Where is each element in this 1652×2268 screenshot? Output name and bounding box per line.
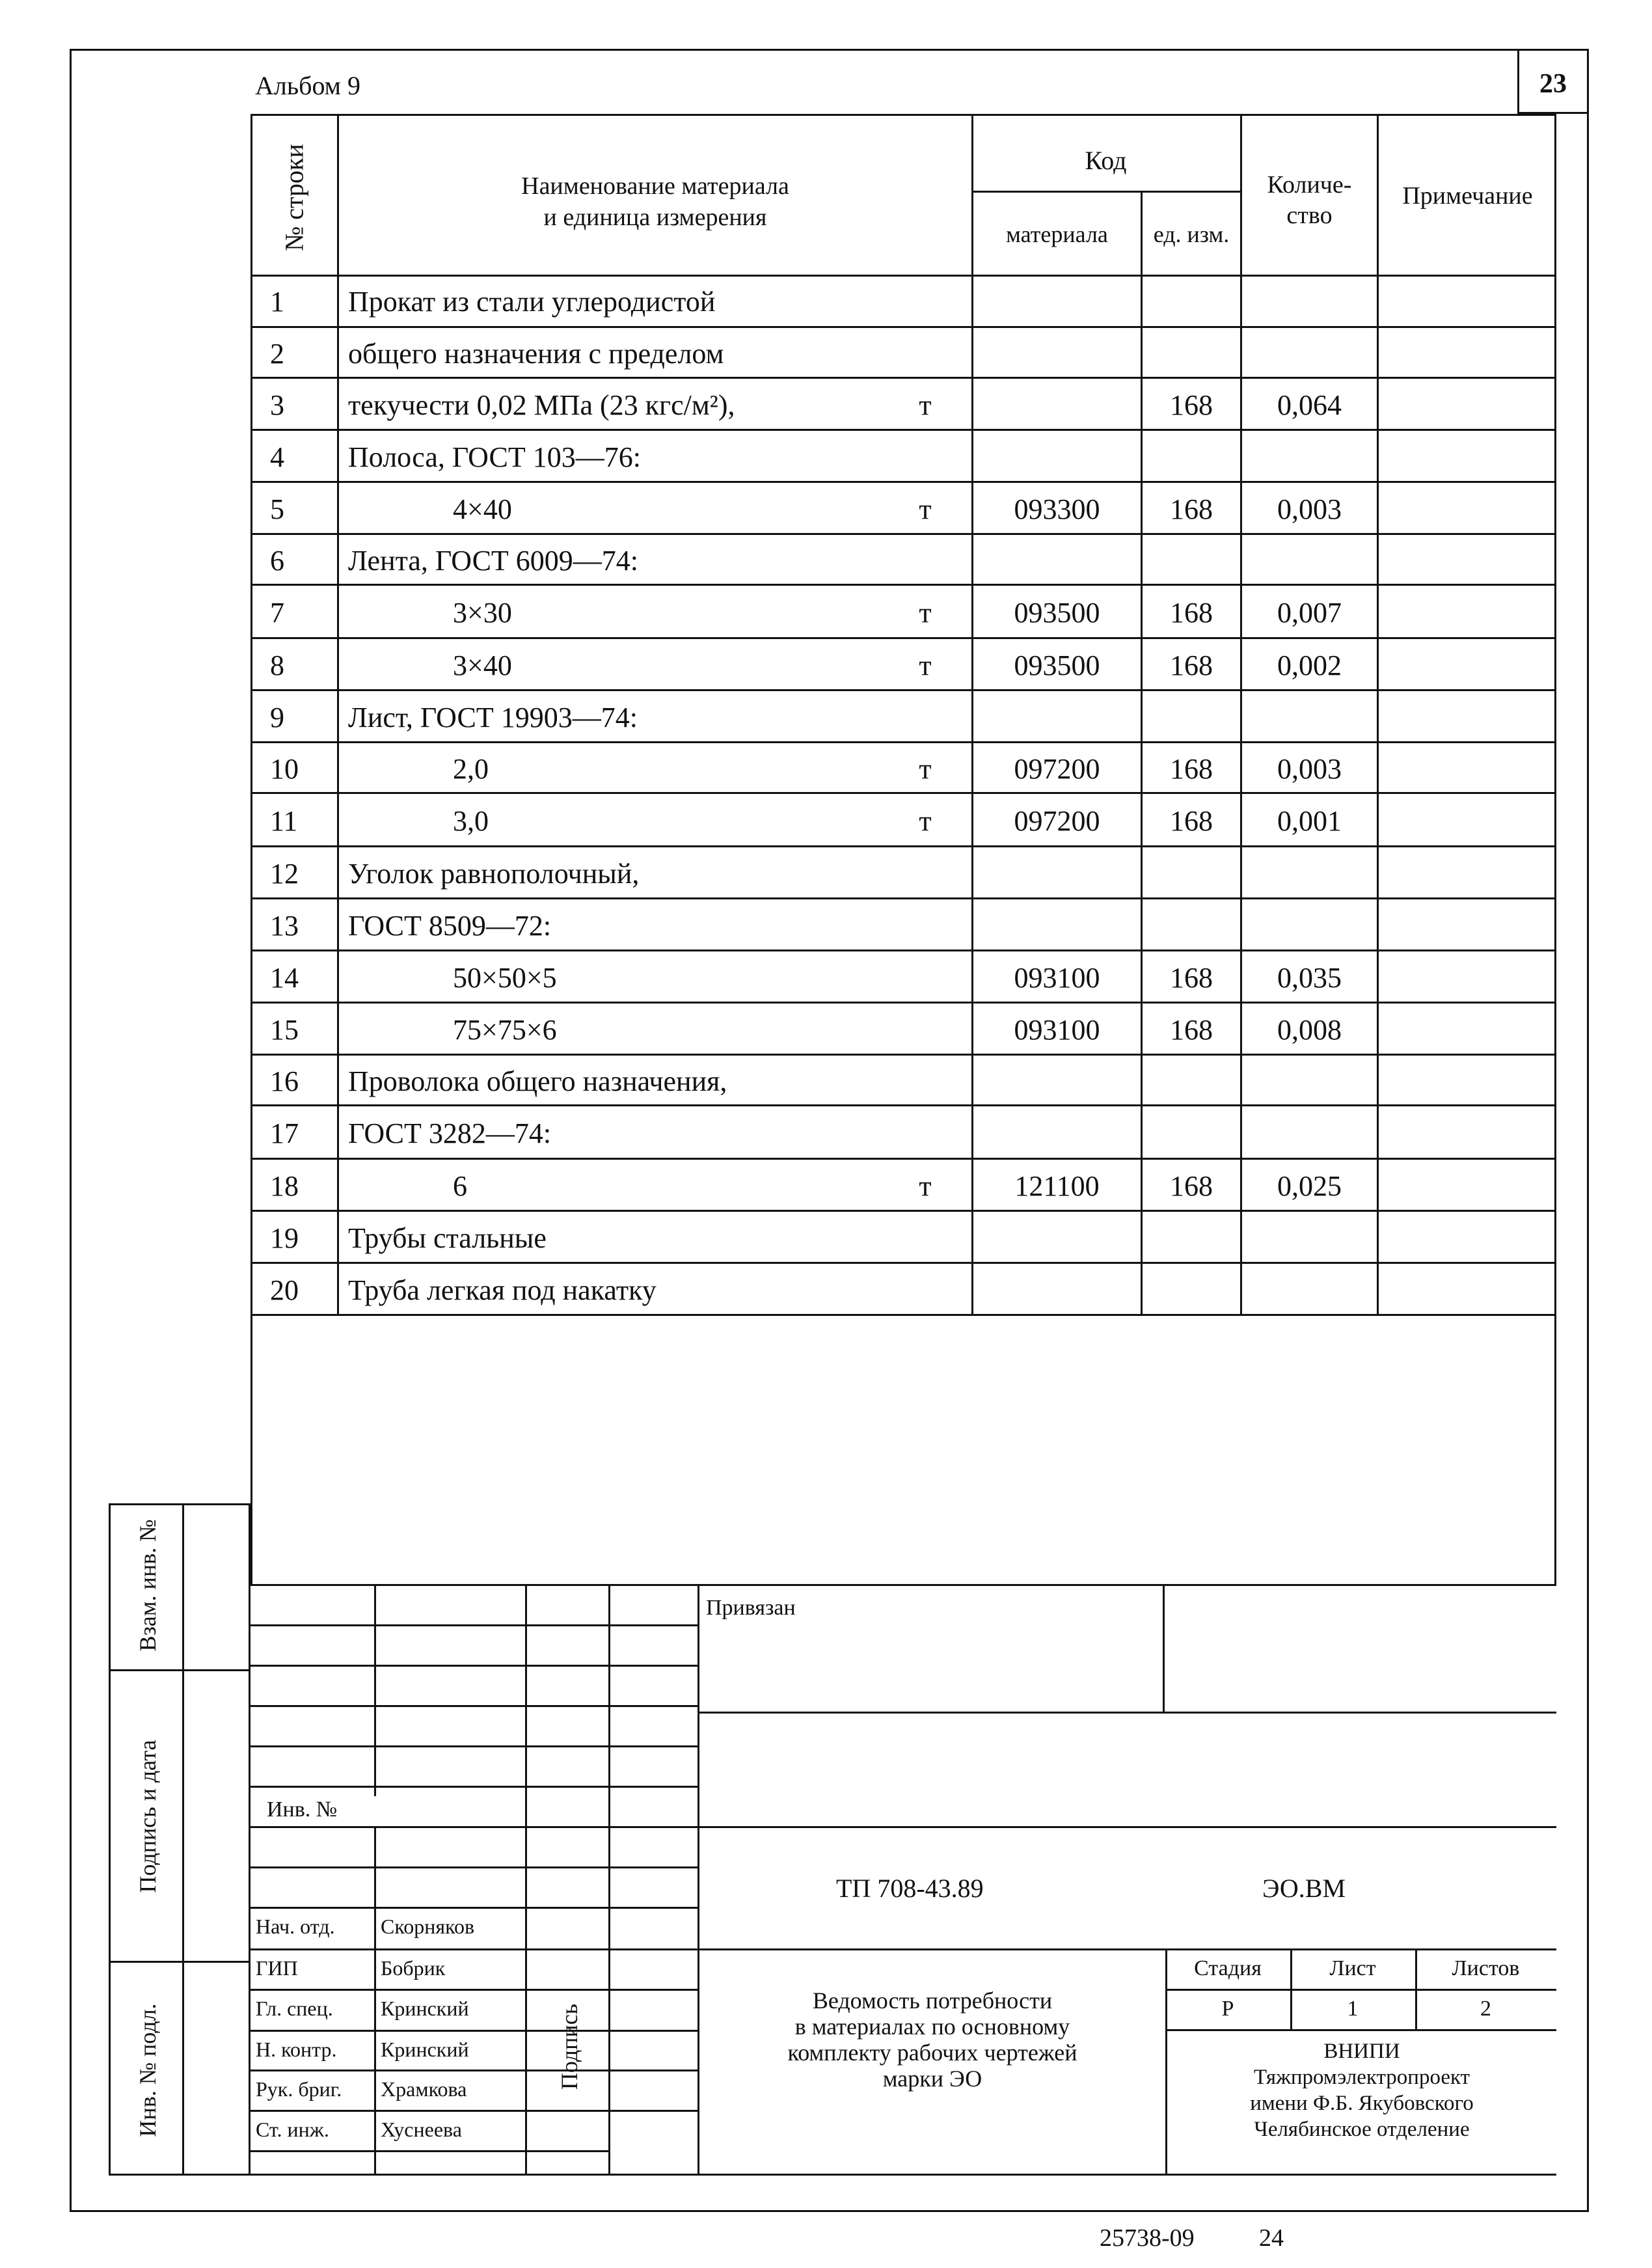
material-code	[971, 379, 1143, 431]
quantity: 0,003	[1277, 752, 1342, 785]
table-header	[251, 114, 1556, 277]
unit	[879, 1212, 971, 1264]
header-code-unit: ед. изм.	[1153, 221, 1230, 247]
material-name: общего назначения с пределом	[348, 337, 724, 370]
unit	[879, 691, 971, 743]
row-number: 19	[270, 1222, 299, 1254]
material-code: 093500	[1014, 596, 1100, 629]
unit-code: 168	[1170, 389, 1213, 421]
note	[1379, 847, 1556, 899]
title-line: комплекту рабочих чертежей	[787, 2040, 1077, 2066]
header-code: Код	[1085, 146, 1127, 175]
row-number: 17	[270, 1117, 299, 1149]
row-number: 9	[270, 701, 284, 733]
person-name: Храмкова	[381, 2077, 467, 2101]
row-number: 14	[270, 961, 299, 994]
unit-code	[1143, 1264, 1240, 1316]
quantity: 0,007	[1277, 596, 1342, 629]
table-row	[251, 951, 1556, 1004]
quantity	[1242, 275, 1377, 328]
table-row	[251, 1212, 1556, 1264]
quantity	[1242, 1212, 1377, 1264]
album-label: Альбом 9	[255, 71, 360, 100]
note	[1379, 743, 1556, 794]
row-number: 6	[270, 544, 284, 577]
row-number: 11	[270, 804, 298, 837]
table-row	[251, 1004, 1556, 1056]
person-name: Кринский	[381, 1997, 469, 2020]
page-number: 23	[1539, 69, 1567, 99]
quantity	[1242, 1264, 1377, 1316]
material-name: ГОСТ 8509—72:	[348, 909, 552, 942]
row-number: 18	[270, 1169, 299, 1202]
unit-code	[1143, 691, 1240, 743]
side-inv-podl: Инв. № подл.	[135, 2003, 161, 2137]
table-row	[251, 586, 1556, 639]
row-number: 3	[270, 389, 284, 421]
unit	[879, 1264, 971, 1316]
material-name: 4×40	[453, 493, 512, 525]
org-line: Тяжпромэлектропроект	[1253, 2066, 1470, 2089]
row-number: 1	[270, 285, 284, 318]
table-row	[251, 483, 1556, 535]
side-stamp	[109, 1503, 251, 2176]
unit-code	[1143, 275, 1240, 328]
unit	[879, 275, 971, 328]
row-number: 20	[270, 1274, 299, 1306]
unit-code: 168	[1170, 1013, 1213, 1046]
row-number: 10	[270, 752, 299, 785]
unit	[879, 431, 971, 483]
stage-label: Стадия	[1194, 1956, 1262, 1980]
note	[1379, 379, 1556, 431]
quantity	[1242, 691, 1377, 743]
note	[1379, 431, 1556, 483]
person-name: Скорняков	[381, 1915, 475, 1938]
doc-code: ТП 708-43.89	[836, 1874, 984, 1903]
person-role: Гл. спец.	[256, 1997, 333, 2020]
note	[1379, 586, 1556, 639]
quantity: 0,003	[1277, 493, 1342, 525]
table-row	[251, 1160, 1556, 1212]
material-name: 3×30	[453, 596, 512, 629]
person-role: ГИП	[256, 1956, 298, 1980]
header-row-number: № строки	[279, 144, 309, 251]
table-row	[251, 691, 1556, 743]
material-code	[971, 275, 1143, 328]
org-line: имени Ф.Б. Якубовского	[1250, 2092, 1474, 2115]
quantity	[1242, 431, 1377, 483]
material-name: Лента, ГОСТ 6009—74:	[348, 544, 639, 577]
stage-value: Р	[1221, 1997, 1234, 2021]
unit-code	[1143, 535, 1240, 586]
person-role: Нач. отд.	[256, 1915, 335, 1938]
material-code: 093300	[1014, 493, 1100, 525]
table-row	[251, 328, 1556, 379]
material-code	[971, 1056, 1143, 1106]
title-line: Ведомость потребности	[812, 1988, 1053, 2014]
material-name: текучести 0,02 МПа (23 кгс/м²),	[348, 389, 735, 421]
material-name: 3×40	[453, 649, 512, 681]
header-name-line1: Наименование материала	[521, 172, 789, 200]
table-row	[251, 639, 1556, 691]
row-number: 12	[270, 857, 299, 890]
quantity: 0,002	[1277, 649, 1342, 681]
unit-code	[1143, 1056, 1240, 1106]
header-name-line2: и единица измерения	[543, 204, 767, 231]
doc-mark: ЭО.ВМ	[1262, 1874, 1346, 1903]
table-body	[251, 275, 1556, 1316]
material-name: 75×75×6	[453, 1013, 557, 1046]
note	[1379, 1056, 1556, 1106]
material-code	[971, 899, 1143, 951]
material-code	[971, 1264, 1143, 1316]
unit	[879, 951, 971, 1004]
unit-code	[1143, 1106, 1240, 1160]
row-number: 5	[270, 493, 284, 525]
material-name: Уголок равнополочный,	[348, 857, 640, 890]
unit: т	[919, 493, 932, 525]
material-code	[971, 535, 1143, 586]
table-row	[251, 275, 1556, 328]
unit-code: 168	[1170, 596, 1213, 629]
unit	[879, 535, 971, 586]
quantity	[1242, 328, 1377, 379]
unit: т	[919, 752, 932, 785]
material-code: 121100	[1014, 1169, 1100, 1202]
quantity	[1242, 1106, 1377, 1160]
table-row	[251, 535, 1556, 586]
org-line: Челябинское отделение	[1254, 2118, 1470, 2141]
table-row	[251, 743, 1556, 794]
note	[1379, 483, 1556, 535]
note	[1379, 1212, 1556, 1264]
table-row	[251, 1106, 1556, 1160]
side-podpis-data: Подпись и дата	[135, 1740, 161, 1893]
podpis-label: Подпись	[556, 2003, 582, 2090]
quantity	[1242, 535, 1377, 586]
material-name: Проволока общего назначения,	[348, 1065, 727, 1097]
row-number: 7	[270, 596, 284, 629]
unit: т	[919, 1169, 932, 1202]
sheet-label: Лист	[1329, 1956, 1376, 1980]
header-qty-line2: ство	[1286, 202, 1333, 229]
material-code: 093500	[1014, 649, 1100, 681]
sheets-value: 2	[1480, 1997, 1491, 2021]
unit-code	[1143, 847, 1240, 899]
header-code-material: материала	[1006, 221, 1108, 247]
material-code	[971, 431, 1143, 483]
unit	[879, 847, 971, 899]
org-line: ВНИПИ	[1323, 2040, 1400, 2063]
material-name: 3,0	[453, 804, 489, 837]
note	[1379, 1264, 1556, 1316]
note	[1379, 275, 1556, 328]
material-code: 097200	[1014, 804, 1100, 837]
quantity: 0,025	[1277, 1169, 1342, 1202]
quantity	[1242, 1056, 1377, 1106]
title-block	[251, 1584, 1556, 2176]
unit: т	[919, 389, 932, 421]
material-name: 2,0	[453, 752, 489, 785]
note	[1379, 691, 1556, 743]
privyazan-label: Привязан	[706, 1596, 796, 1620]
material-name: Полоса, ГОСТ 103—76:	[348, 441, 641, 473]
unit	[879, 899, 971, 951]
row-number: 8	[270, 649, 284, 681]
inv-no-label: Инв. №	[267, 1797, 338, 1822]
note	[1379, 1160, 1556, 1212]
quantity	[1242, 899, 1377, 951]
unit	[879, 1106, 971, 1160]
side-vzam: Взам. инв. №	[135, 1519, 161, 1652]
unit-code: 168	[1170, 1169, 1213, 1202]
unit	[879, 1004, 971, 1056]
person-name: Хуснеева	[381, 2118, 462, 2141]
unit-code	[1143, 328, 1240, 379]
note	[1379, 639, 1556, 691]
table-row	[251, 1056, 1556, 1106]
footer-number: 25738-09	[1100, 2224, 1195, 2252]
material-code: 093100	[1014, 1013, 1100, 1046]
title-line: в материалах по основному	[794, 2014, 1070, 2040]
header-qty-line1: Количе-	[1267, 171, 1352, 198]
note	[1379, 1004, 1556, 1056]
material-code: 093100	[1014, 961, 1100, 994]
sheets-label: Листов	[1452, 1956, 1520, 1980]
unit-code: 168	[1170, 649, 1213, 681]
row-number: 15	[270, 1013, 299, 1046]
material-code	[971, 847, 1143, 899]
unit-code: 168	[1170, 804, 1213, 837]
table-row	[251, 431, 1556, 483]
person-role: Рук. бриг.	[256, 2077, 342, 2101]
material-name: Трубы стальные	[348, 1222, 547, 1254]
header-note: Примечание	[1402, 182, 1533, 210]
quantity: 0,064	[1277, 389, 1342, 421]
unit	[879, 328, 971, 379]
sheet-value: 1	[1347, 1997, 1359, 2021]
table-row	[251, 847, 1556, 899]
table-row	[251, 794, 1556, 847]
unit-code: 168	[1170, 752, 1213, 785]
row-number: 4	[270, 441, 284, 473]
material-name: Прокат из стали углеродистой	[348, 285, 716, 318]
person-name: Бобрик	[381, 1956, 446, 1980]
unit-code: 168	[1170, 961, 1213, 994]
material-code: 097200	[1014, 752, 1100, 785]
note	[1379, 1106, 1556, 1160]
note	[1379, 794, 1556, 847]
material-name: Лист, ГОСТ 19903—74:	[348, 701, 638, 733]
note	[1379, 328, 1556, 379]
unit-code	[1143, 1212, 1240, 1264]
row-number: 13	[270, 909, 299, 942]
material-name: Труба легкая под накатку	[348, 1274, 657, 1306]
unit: т	[919, 804, 932, 837]
quantity: 0,008	[1277, 1013, 1342, 1046]
material-code	[971, 1212, 1143, 1264]
table-row	[251, 899, 1556, 951]
material-name: 50×50×5	[453, 961, 557, 994]
material-code	[971, 691, 1143, 743]
table-row	[251, 379, 1556, 431]
quantity: 0,001	[1277, 804, 1342, 837]
unit	[879, 1056, 971, 1106]
person-role: Ст. инж.	[256, 2118, 329, 2141]
note	[1379, 951, 1556, 1004]
material-code	[971, 1106, 1143, 1160]
note	[1379, 899, 1556, 951]
unit-code	[1143, 899, 1240, 951]
person-name: Кринский	[381, 2038, 469, 2061]
person-role: Н. контр.	[256, 2038, 337, 2061]
organization	[1167, 2038, 1556, 2142]
material-name: 6	[453, 1169, 467, 1202]
unit: т	[919, 596, 932, 629]
material-name: ГОСТ 3282—74:	[348, 1117, 552, 1149]
unit: т	[919, 649, 932, 681]
unit-code	[1143, 431, 1240, 483]
table-row	[251, 1264, 1556, 1316]
document-title	[699, 1988, 1165, 2092]
quantity: 0,035	[1277, 961, 1342, 994]
row-number: 2	[270, 337, 284, 370]
footer-page: 24	[1259, 2224, 1284, 2252]
unit-code: 168	[1170, 493, 1213, 525]
quantity	[1242, 847, 1377, 899]
material-code	[971, 328, 1143, 379]
note	[1379, 535, 1556, 586]
title-line: марки ЭО	[882, 2066, 982, 2092]
row-number: 16	[270, 1065, 299, 1097]
